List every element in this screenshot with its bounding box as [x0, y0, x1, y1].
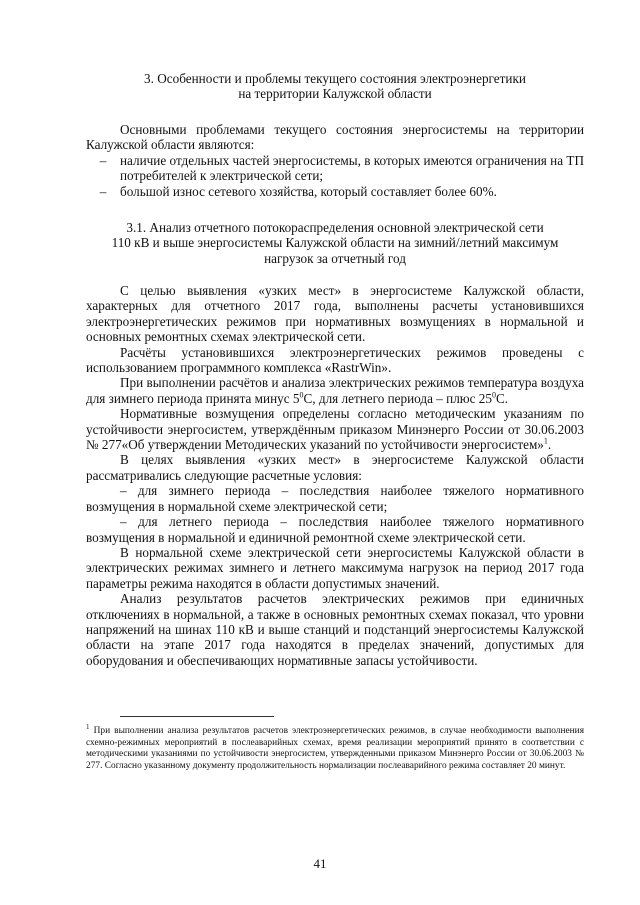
section-title-line-1: 3. Особенности и проблемы текущего состояния электроэнергетики: [144, 71, 526, 86]
temperature-text-2: С, для летнего периода – плюс 25: [303, 390, 492, 406]
footnote-divider: [120, 716, 274, 717]
temperature-text-3: С.: [495, 390, 509, 406]
page-number: 41: [313, 856, 327, 871]
section-title: [86, 71, 584, 102]
section-title-line-2: на территории Калужской области: [238, 86, 432, 102]
footnote-mark: 1: [86, 722, 90, 731]
intro-paragraph: Основными проблемами текущего состояния энергосистемы на территории Калужской области являются:: [86, 122, 584, 153]
disturbances-end: .: [547, 437, 552, 453]
body-text: [86, 283, 584, 668]
subsection-title: [86, 220, 584, 266]
paragraph-analysis: Анализ результатов расчетов электрических режимов при единичных отключениях в нормальной, а также в основных ремонтных схемах показал, что уровни напряжений на шинах 110 кВ и выше станций и подстанций энергосистемы Калужской области на этапе 2017 года находятся в пределах значений, допустимых для оборудования и обеспечивающих нормативные запасы устойчивости.: [86, 591, 584, 668]
disturbances-text: Нормативные возмущения определены согласно методическим указаниям по устойчивости энергосистем, утверждённым приказом Минэнерго России от 30.06.2003 № 277«Об утверждении Методических указаний по устойчивости энергосистем»: [86, 406, 584, 453]
paragraph-purpose: С целью выявления «узких мест» в энергосистеме Калужской области, характерных для отчетного 2017 года, выполнены расчеты установившихся электроэнергетических режимов при нормативных возмущениях в нормальной и основных ремонтных схемах электрической сети.: [86, 283, 584, 345]
dash-marker: –: [99, 183, 107, 199]
footnote-reference: 1: [543, 436, 548, 446]
problems-list: [86, 153, 584, 199]
paragraph-normal-scheme: В нормальной схеме электрической сети энергосистемы Калужской области в электрических режимах зимнего и летнего максимума нагрузок на период 2017 года параметры режима находятся в области допустимых значений.: [86, 544, 584, 591]
paragraph-winter: – для зимнего периода – последствия наиболее тяжелого нормативного возмущения в нормальной схеме электрической сети;: [86, 483, 584, 514]
list-item: [86, 184, 584, 199]
paragraph-temperature: [86, 375, 584, 406]
list-item-text: наличие отдельных частей энергосистемы, в которых имеются ограничения на ТП потребителей к электрической сети;: [120, 153, 584, 184]
subsection-title-line-2: 110 кВ и выше энергосистемы Калужской области на зимний/летний максимум: [111, 235, 559, 251]
subsection-title-line-3: нагрузок за отчетный год: [264, 250, 406, 266]
degree-mark: 0: [299, 390, 304, 400]
subsection-title-line-1: 3.1. Анализ отчетного потокораспределения основной электрической сети: [126, 220, 544, 235]
list-item-text: большой износ сетевого хозяйства, который составляет более 60%.: [120, 183, 497, 199]
list-item: [86, 153, 584, 184]
paragraph-software: Расчёты установившихся электроэнергетических режимов проведены с использованием программного комплекса «RastrWin».: [86, 344, 584, 376]
footnote: [86, 722, 585, 772]
paragraph-conditions: В целях выявления «узких мест» в энергосистеме Калужской области рассматривались следующие расчетные условия:: [86, 452, 584, 483]
paragraph-disturbances: [86, 406, 584, 452]
degree-mark: 0: [491, 390, 496, 400]
temperature-text-1: При выполнении расчётов и анализа электрических режимов температура воздуха для зимнего периода принята минус 5: [86, 375, 584, 406]
footnote-text: При выполнении анализа результатов расчетов электроэнергетических режимов, в случае необходимости выполнения схемно-режимных мероприятий в послеаварийных схемах, время реализации мероприятий принято в соответствии с методическими указаниями по устойчивости энергосистем, утвержденными приказом Минэнерго России от 30.06.2003 № 277. Согласно указанному документу продолжительность нормализации послеаварийного режима составляет 20 минут.: [86, 726, 585, 771]
dash-marker: –: [99, 153, 107, 168]
paragraph-summer: – для летнего периода – последствия наиболее тяжелого нормативного возмущения в нормальной и единичной ремонтной схеме электрической сети.: [86, 514, 584, 545]
